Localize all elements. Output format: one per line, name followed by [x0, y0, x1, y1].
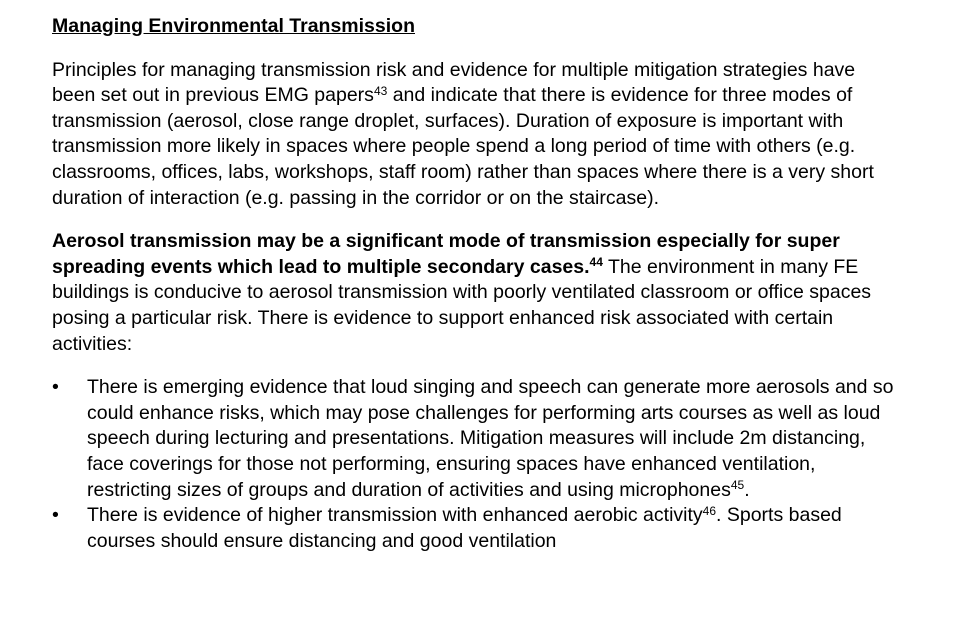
paragraph-principles — [52, 58, 902, 212]
list-item — [52, 503, 902, 554]
section-heading: Managing Environmental Transmission — [52, 15, 415, 37]
bullet-marker: • — [52, 504, 59, 527]
paragraph-principles-text-a: Principles for managing transmission risk and evidence for multiple mitigation strategies have been set out in previous EMG papers — [52, 58, 856, 107]
paragraph-aerosol-text-b: The environment in many FE buildings is conducive to aerosol transmission with poorly ventilated classroom or office spaces posing a particular risk. There is evidence to support enhanced risk associated with certain activities: — [52, 255, 872, 355]
paragraph-principles-text-b: and indicate that there is evidence for three modes of transmission (aerosol, close range droplet, surfaces). Duration of exposure is important with transmission more likely in spaces where people spend a long period of time with others (e.g. classrooms, offices, labs, workshops, staff room) rather than spaces where there is a very short duration of interaction (e.g. passing in the corridor or on the staircase). — [52, 84, 874, 209]
bullet-text-b: . — [744, 478, 750, 501]
bullet-list — [52, 375, 902, 554]
bullet-marker: • — [52, 376, 59, 399]
footnote-ref-43: 43 — [373, 83, 388, 98]
footnote-ref-46: 46 — [702, 503, 717, 518]
bullet-text-a: There is evidence of higher transmission with enhanced aerobic activity — [87, 504, 703, 527]
list-item — [52, 375, 902, 503]
footnote-ref-44: 44 — [589, 255, 603, 270]
footnote-ref-45: 45 — [730, 478, 745, 492]
document-page — [52, 14, 902, 554]
bullet-text-b: . Sports based courses should ensure distancing and good ventilation — [87, 504, 842, 552]
bullet-text-a: There is emerging evidence that loud singing and speech can generate more aerosols and so could enhance risks, which may pose challenges for performing arts courses as well as loud speech during lecturing and presentations. Mitigation measures will include 2m distancing, face coverings for those not performing, ensuring spaces have enhanced ventilation, restricting sizes of groups and duration of activities and using microphones — [87, 376, 894, 501]
paragraph-aerosol-bold-text: Aerosol transmission may be a significant mode of transmission especially for super spreading events which lead to multiple secondary cases. — [52, 230, 840, 278]
paragraph-aerosol — [52, 229, 902, 357]
